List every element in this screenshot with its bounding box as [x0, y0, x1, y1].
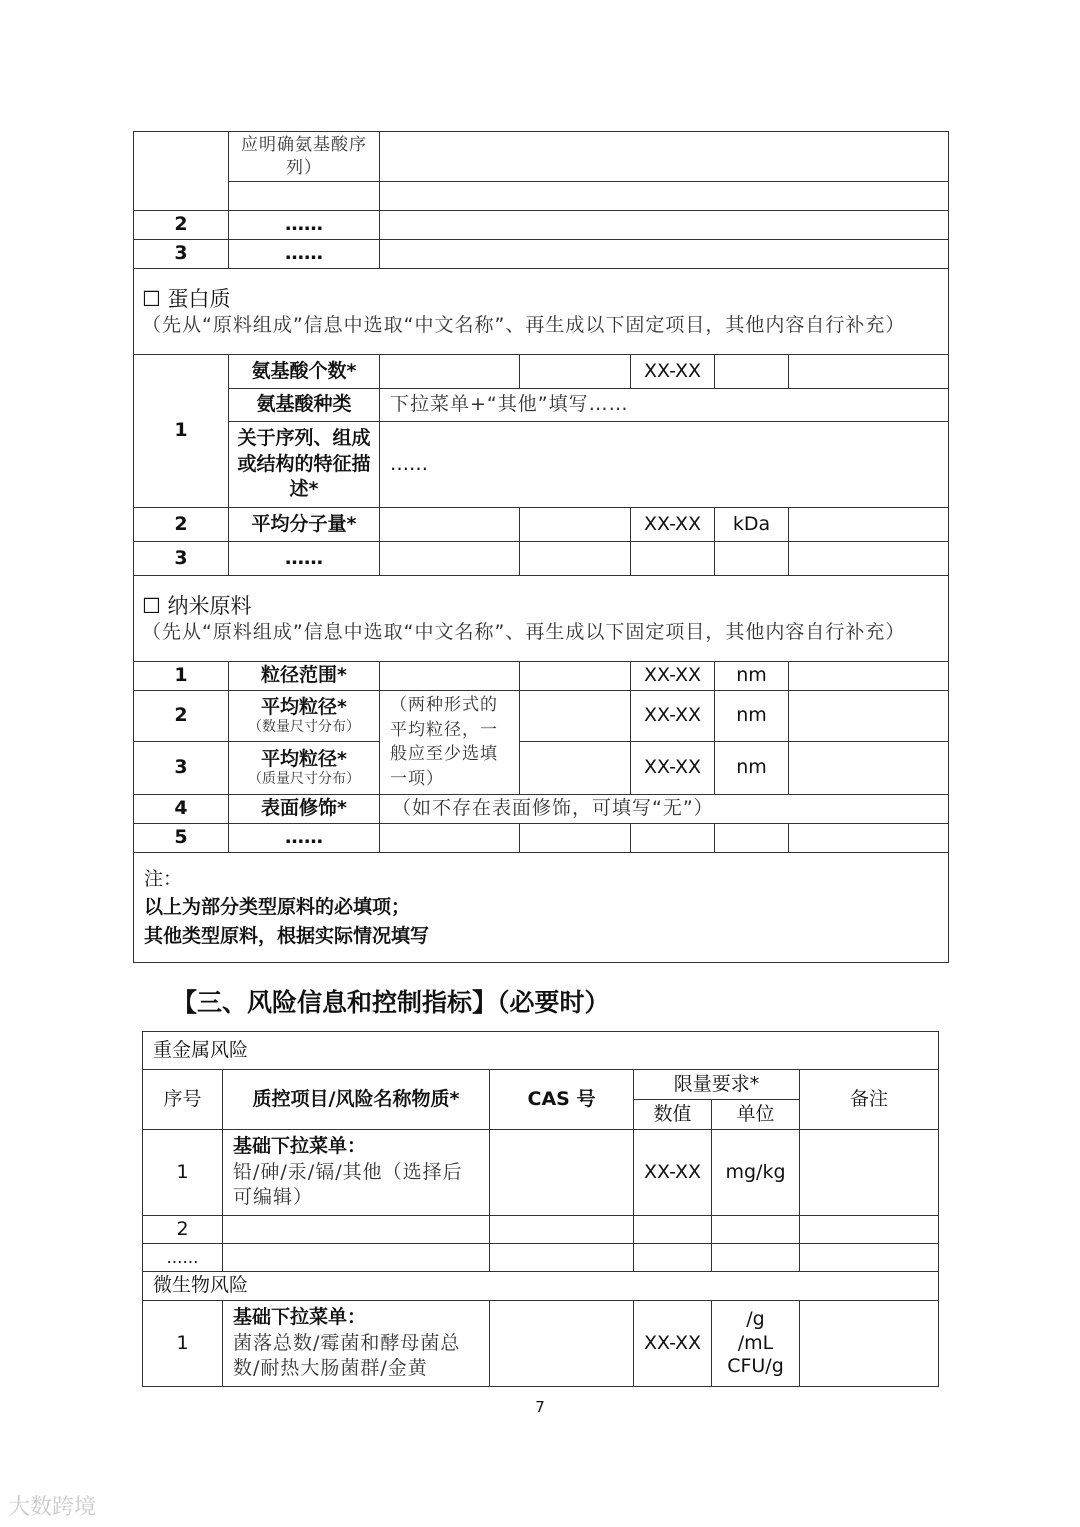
- header-number: 序号: [143, 1070, 223, 1130]
- input-cell[interactable]: [634, 1244, 712, 1272]
- page-number: 7: [535, 1398, 545, 1416]
- particle-range-label: 粒径范围*: [229, 662, 380, 691]
- row-number: 3: [134, 742, 229, 794]
- input-cell[interactable]: [520, 691, 631, 742]
- notes-heading: 注：: [144, 867, 183, 890]
- input-cell[interactable]: [800, 1216, 939, 1244]
- input-cell[interactable]: [520, 542, 631, 576]
- row-number: 2: [134, 508, 229, 542]
- watermark: 大数跨境: [8, 1495, 97, 1520]
- nano-section-description: （先从“原料组成”信息中选取“中文名称”、再生成以下固定项目，其他内容自行补充）: [142, 620, 906, 643]
- remark-cell[interactable]: [800, 1130, 939, 1216]
- row-number: 3: [134, 240, 229, 269]
- avg-particle-mass-label: [229, 742, 380, 794]
- amino-type-dropdown[interactable]: 下拉菜单+“其他”填写……: [380, 389, 949, 422]
- input-cell[interactable]: [789, 542, 949, 576]
- input-cell[interactable]: [380, 823, 520, 852]
- row-number: 4: [134, 794, 229, 823]
- input-cell[interactable]: [520, 508, 631, 542]
- limit-value[interactable]: XX-XX: [634, 1301, 712, 1387]
- input-cell[interactable]: [380, 182, 949, 211]
- cas-input[interactable]: [490, 1301, 634, 1387]
- section-three-title: 【三、风险信息和控制指标】: [172, 988, 498, 1017]
- row-number: ……: [143, 1244, 223, 1272]
- amino-count-label: 氨基酸个数*: [229, 355, 380, 389]
- row-number: 1: [143, 1130, 223, 1216]
- row-number: 2: [134, 211, 229, 240]
- input-cell[interactable]: [789, 823, 949, 852]
- unit-value[interactable]: kDa: [715, 508, 789, 542]
- input-cell[interactable]: [715, 542, 789, 576]
- notes-block: [134, 852, 949, 963]
- range-value[interactable]: XX-XX: [631, 508, 715, 542]
- limit-unit[interactable]: mg/kg: [712, 1130, 800, 1216]
- header-remark: 备注: [800, 1070, 939, 1130]
- input-cell[interactable]: [380, 355, 520, 389]
- limit-unit[interactable]: [712, 1301, 800, 1387]
- distribution-sub-label: （质量尺寸分布）: [248, 770, 360, 787]
- protein-section-header: [134, 269, 949, 355]
- row-item: ……: [229, 240, 380, 269]
- heavy-metal-section-title: 重金属风险: [143, 1032, 939, 1070]
- row-number: 5: [134, 823, 229, 852]
- remark-cell[interactable]: [789, 508, 949, 542]
- input-cell[interactable]: [715, 823, 789, 852]
- heavy-metal-dropdown[interactable]: [223, 1130, 490, 1216]
- input-cell[interactable]: [520, 662, 631, 691]
- input-cell[interactable]: [631, 542, 715, 576]
- microbe-section-title: 微生物风险: [143, 1272, 939, 1301]
- unit-value[interactable]: nm: [715, 742, 789, 794]
- input-cell[interactable]: [223, 1244, 490, 1272]
- unit-value[interactable]: nm: [715, 691, 789, 742]
- range-value[interactable]: XX-XX: [631, 691, 715, 742]
- unit-value[interactable]: nm: [715, 662, 789, 691]
- section-three-suffix: （必要时）: [497, 988, 610, 1017]
- cas-input[interactable]: [490, 1130, 634, 1216]
- avg-particle-label: 平均粒径*: [261, 696, 347, 719]
- amino-sequence-label: 应明确氨基酸序列）: [229, 132, 380, 182]
- input-cell[interactable]: [490, 1216, 634, 1244]
- dropdown-options: 菌落总数/霉菌和酵母菌总数/耐热大肠菌群/金黄: [233, 1331, 461, 1380]
- header-unit: 单位: [712, 1100, 800, 1130]
- amino-type-label: 氨基酸种类: [229, 389, 380, 422]
- input-cell[interactable]: [520, 355, 631, 389]
- remark-cell[interactable]: [789, 662, 949, 691]
- row-number: 1: [134, 355, 229, 508]
- limit-value[interactable]: XX-XX: [634, 1130, 712, 1216]
- row-number: 1: [134, 662, 229, 691]
- row-item: ……: [229, 823, 380, 852]
- row-item: ……: [229, 542, 380, 576]
- nano-section-header: [134, 576, 949, 662]
- unit-option: /mL: [737, 1331, 774, 1354]
- remark-cell[interactable]: [789, 355, 949, 389]
- ingredient-table: [133, 131, 949, 963]
- microbe-dropdown[interactable]: [223, 1301, 490, 1387]
- notes-line: 其他类型原料，根据实际情况填写: [144, 924, 430, 947]
- range-value[interactable]: XX-XX: [631, 742, 715, 794]
- remark-cell[interactable]: [800, 1301, 939, 1387]
- feature-description-input[interactable]: ……: [380, 422, 949, 508]
- range-value[interactable]: XX-XX: [631, 355, 715, 389]
- protein-section-description: （先从“原料组成”信息中选取“中文名称”、再生成以下固定项目，其他内容自行补充）: [142, 313, 906, 336]
- dropdown-label: 基础下拉菜单：: [233, 1135, 367, 1158]
- notes-line: 以上为部分类型原料的必填项；: [144, 896, 411, 919]
- input-cell[interactable]: [634, 1216, 712, 1244]
- header-cas: CAS 号: [490, 1070, 634, 1130]
- input-cell[interactable]: [229, 182, 380, 211]
- avg-particle-note: （两种形式的平均粒径，一般应至少选填一项）: [380, 691, 520, 795]
- avg-particle-number-label: [229, 691, 380, 742]
- input-cell[interactable]: [520, 742, 631, 794]
- unit-option: /g: [746, 1307, 765, 1330]
- input-cell[interactable]: [631, 823, 715, 852]
- input-cell[interactable]: [712, 1216, 800, 1244]
- feature-description-label: 关于序列、组成或结构的特征描述*: [229, 422, 380, 508]
- surface-modification-input[interactable]: （如不存在表面修饰，可填写“无”）: [380, 794, 949, 823]
- dropdown-options: 铅/砷/汞/镉/其他（选择后可编辑）: [233, 1160, 463, 1209]
- header-value: 数值: [634, 1100, 712, 1130]
- section-three-heading: [172, 983, 610, 1019]
- range-value[interactable]: XX-XX: [631, 662, 715, 691]
- row-number: 3: [134, 542, 229, 576]
- remark-cell[interactable]: [789, 691, 949, 742]
- protein-section-title[interactable]: ☐ 蛋白质: [142, 286, 231, 311]
- input-cell[interactable]: [490, 1244, 634, 1272]
- input-cell[interactable]: [380, 211, 949, 240]
- unit-option: CFU/g: [727, 1355, 784, 1378]
- input-cell[interactable]: [712, 1244, 800, 1272]
- input-cell[interactable]: [380, 132, 949, 182]
- avg-particle-label: 平均粒径*: [261, 748, 347, 771]
- input-cell[interactable]: [520, 823, 631, 852]
- row-number: 2: [143, 1216, 223, 1244]
- row-number-cell: [134, 132, 229, 211]
- header-item: 质控项目/风险名称物质*: [223, 1070, 490, 1130]
- dropdown-label: 基础下拉菜单：: [233, 1306, 367, 1329]
- risk-table: [142, 1031, 939, 1387]
- input-cell[interactable]: [380, 542, 520, 576]
- remark-cell[interactable]: [789, 742, 949, 794]
- unit-cell[interactable]: [715, 355, 789, 389]
- input-cell[interactable]: [380, 508, 520, 542]
- input-cell[interactable]: [223, 1216, 490, 1244]
- row-item: ……: [229, 211, 380, 240]
- input-cell[interactable]: [380, 240, 949, 269]
- distribution-sub-label: （数量尺寸分布）: [248, 719, 360, 736]
- molecular-weight-label: 平均分子量*: [229, 508, 380, 542]
- header-limit: 限量要求*: [634, 1070, 800, 1100]
- row-number: 2: [134, 691, 229, 742]
- surface-modification-label: 表面修饰*: [229, 794, 380, 823]
- row-number: 1: [143, 1301, 223, 1387]
- input-cell[interactable]: [380, 662, 520, 691]
- input-cell[interactable]: [800, 1244, 939, 1272]
- nano-section-title[interactable]: ☐ 纳米原料: [142, 593, 252, 618]
